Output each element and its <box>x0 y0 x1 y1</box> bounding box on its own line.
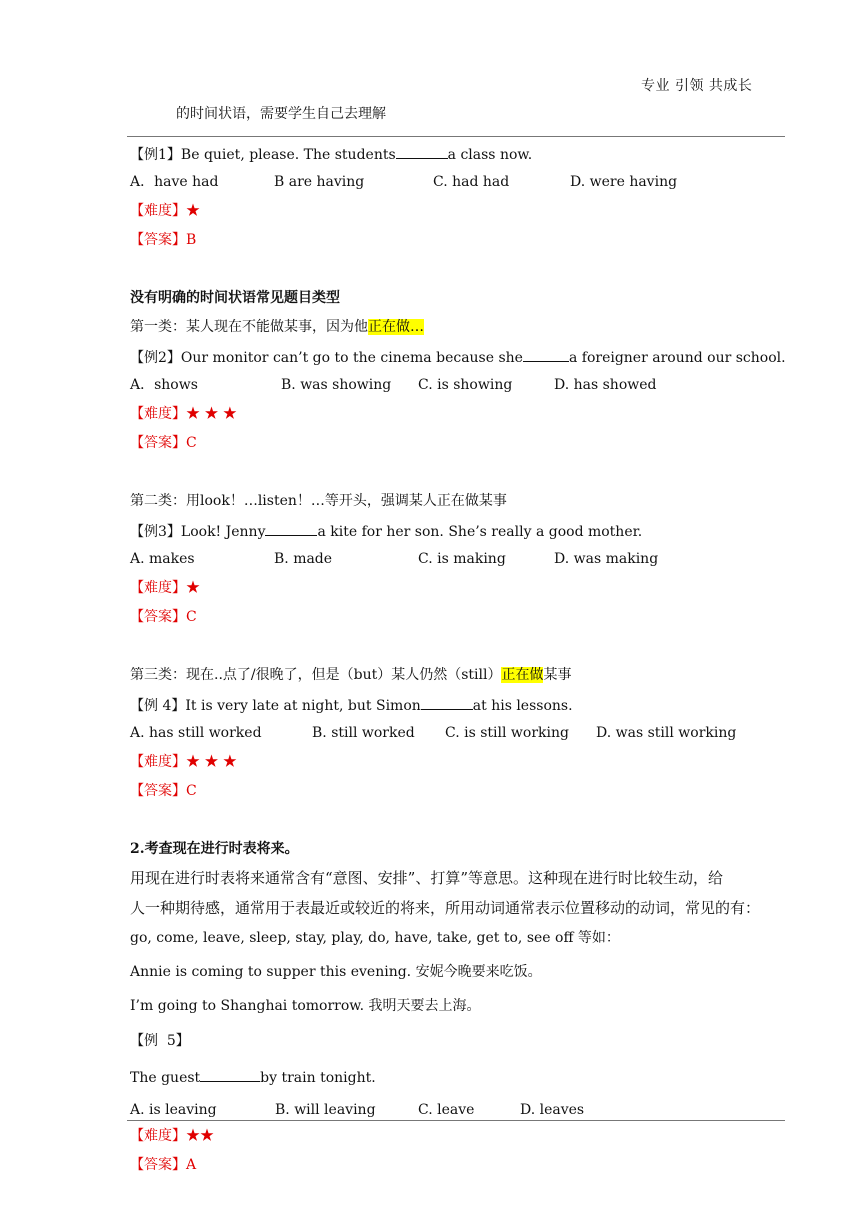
answer-label: 【答案】 <box>130 1157 186 1173</box>
option-c: C. is making <box>418 551 506 567</box>
option-d: D. were having <box>570 174 678 190</box>
example-label: 【例 4】 <box>130 698 186 714</box>
section-2-paragraph-line-2: 人一种期待感，通常用于表最近或较近的将来，所用动词通常表示位置移动的动词，常见的有： <box>130 899 761 917</box>
answer-value: C <box>186 783 197 799</box>
option-b: B. was showing <box>281 377 392 393</box>
difficulty-stars: ★★ <box>186 1128 214 1144</box>
answer-value: C <box>186 609 197 625</box>
example-4-answer <box>130 782 197 800</box>
option-c: C. had had <box>433 174 510 190</box>
example-1-answer <box>130 231 196 249</box>
question-text-after: at his lessons. <box>472 698 573 714</box>
example-1-options <box>130 173 770 191</box>
example-5-options <box>130 1101 770 1119</box>
type-1-line <box>130 318 424 336</box>
example-3-question <box>130 521 642 541</box>
example-5-difficulty <box>130 1127 214 1145</box>
section-2-paragraph-line-1: 用现在进行时表将来通常含有“意图、安排”、打算”等意思。这种现在进行时比较生动，给 <box>130 869 724 887</box>
example-3-options <box>130 550 770 568</box>
example-3-answer <box>130 608 197 626</box>
option-a: A. is leaving <box>130 1102 217 1118</box>
difficulty-label: 【难度】 <box>130 203 186 219</box>
example-5-question <box>130 1067 376 1087</box>
type-3-line <box>130 666 571 684</box>
option-c: C. is still working <box>445 725 569 741</box>
answer-blank <box>265 521 317 536</box>
example-1-question <box>130 144 532 164</box>
section-heading: 没有明确的时间状语常见题目类型 <box>130 290 340 306</box>
type-1-text: 第一类：某人现在不能做某事，因为他 <box>130 319 368 335</box>
difficulty-stars: ★ ★ ★ <box>186 754 237 770</box>
example-2-options <box>130 376 770 394</box>
example-label: 【例3】 <box>130 524 181 540</box>
option-a: A．shows <box>130 377 198 393</box>
section-2-paragraph-line-3: go, come, leave, sleep, stay, play, do, have, take, get to, see off 等如： <box>130 930 620 946</box>
answer-value: B <box>186 232 197 248</box>
difficulty-label: 【难度】 <box>130 754 186 770</box>
question-text-after: a kite for her son. She’s really a good mother. <box>317 524 643 540</box>
answer-value: A <box>186 1157 197 1173</box>
example-2-answer <box>130 434 197 452</box>
option-a: A. makes <box>130 551 195 567</box>
footer-rule <box>127 1120 785 1121</box>
answer-blank <box>523 347 569 362</box>
answer-blank <box>421 695 473 710</box>
difficulty-label: 【难度】 <box>130 406 186 422</box>
type-3-text-after: 某事 <box>543 667 572 683</box>
example-5-label: 【例 5】 <box>130 1033 190 1049</box>
answer-blank <box>396 144 448 159</box>
option-b: B. still worked <box>312 725 415 741</box>
section-2-heading: 2.考查现在进行时表将来。 <box>130 841 299 857</box>
intro-line: 的时间状语，需要学生自己去理解 <box>176 106 386 122</box>
type-2-line: 第二类：用look！…listen！…等开头，强调某人正在做某事 <box>130 493 507 509</box>
example-label: 【例2】 <box>130 350 181 366</box>
type-1-highlight: 正在做… <box>368 319 424 335</box>
difficulty-label: 【难度】 <box>130 1128 186 1144</box>
option-c: C. leave <box>418 1102 475 1118</box>
option-b: B. will leaving <box>275 1102 376 1118</box>
example-2-question <box>130 347 786 367</box>
difficulty-label: 【难度】 <box>130 580 186 596</box>
sample-sentence-2: I’m going to Shanghai tomorrow. 我明天要去上海。 <box>130 998 481 1014</box>
sample-sentence-1: Annie is coming to supper this evening. 安妮今晚要来吃饭。 <box>130 964 542 980</box>
example-3-difficulty <box>130 579 200 597</box>
example-1-difficulty <box>130 202 200 220</box>
example-5-answer <box>130 1156 196 1174</box>
option-d: D. leaves <box>520 1102 585 1118</box>
option-a: A. has still worked <box>130 725 262 741</box>
option-d: D. was making <box>554 551 659 567</box>
example-4-options <box>130 724 770 742</box>
answer-blank <box>200 1067 260 1082</box>
difficulty-stars: ★ ★ ★ <box>186 406 237 422</box>
question-text-before: Look! Jenny <box>180 524 266 540</box>
question-text-before: Our monitor can’t go to the cinema because she <box>180 350 523 366</box>
header-rule <box>127 136 785 137</box>
example-label: 【例1】 <box>130 147 181 163</box>
header-slogan: 专业 引领 共成长 <box>641 78 753 94</box>
difficulty-stars: ★ <box>186 580 200 596</box>
answer-label: 【答案】 <box>130 783 186 799</box>
example-2-difficulty <box>130 405 237 423</box>
option-b: B. made <box>274 551 333 567</box>
answer-label: 【答案】 <box>130 609 186 625</box>
question-text-before: The guest <box>130 1070 201 1086</box>
question-text-before: Be quiet, please. The students <box>180 147 396 163</box>
question-text-before: It is very late at night, but Simon <box>185 698 421 714</box>
type-3-highlight: 正在做 <box>501 667 544 683</box>
question-text-after: a class now. <box>447 147 533 163</box>
option-a: A．have had <box>130 174 219 190</box>
option-d: D. was still working <box>596 725 737 741</box>
difficulty-stars: ★ <box>186 203 200 219</box>
answer-label: 【答案】 <box>130 232 186 248</box>
option-d: D. has showed <box>554 377 657 393</box>
type-3-text-before: 第三类：现在..点了/很晚了，但是（but）某人仍然（still） <box>130 667 502 683</box>
example-4-difficulty <box>130 753 237 771</box>
example-4-question <box>130 695 573 715</box>
answer-label: 【答案】 <box>130 435 186 451</box>
question-text-after: by train tonight. <box>260 1070 376 1086</box>
option-b: B are having <box>274 174 365 190</box>
question-text-after: a foreigner around our school. <box>568 350 786 366</box>
option-c: C. is showing <box>418 377 513 393</box>
answer-value: C <box>186 435 197 451</box>
